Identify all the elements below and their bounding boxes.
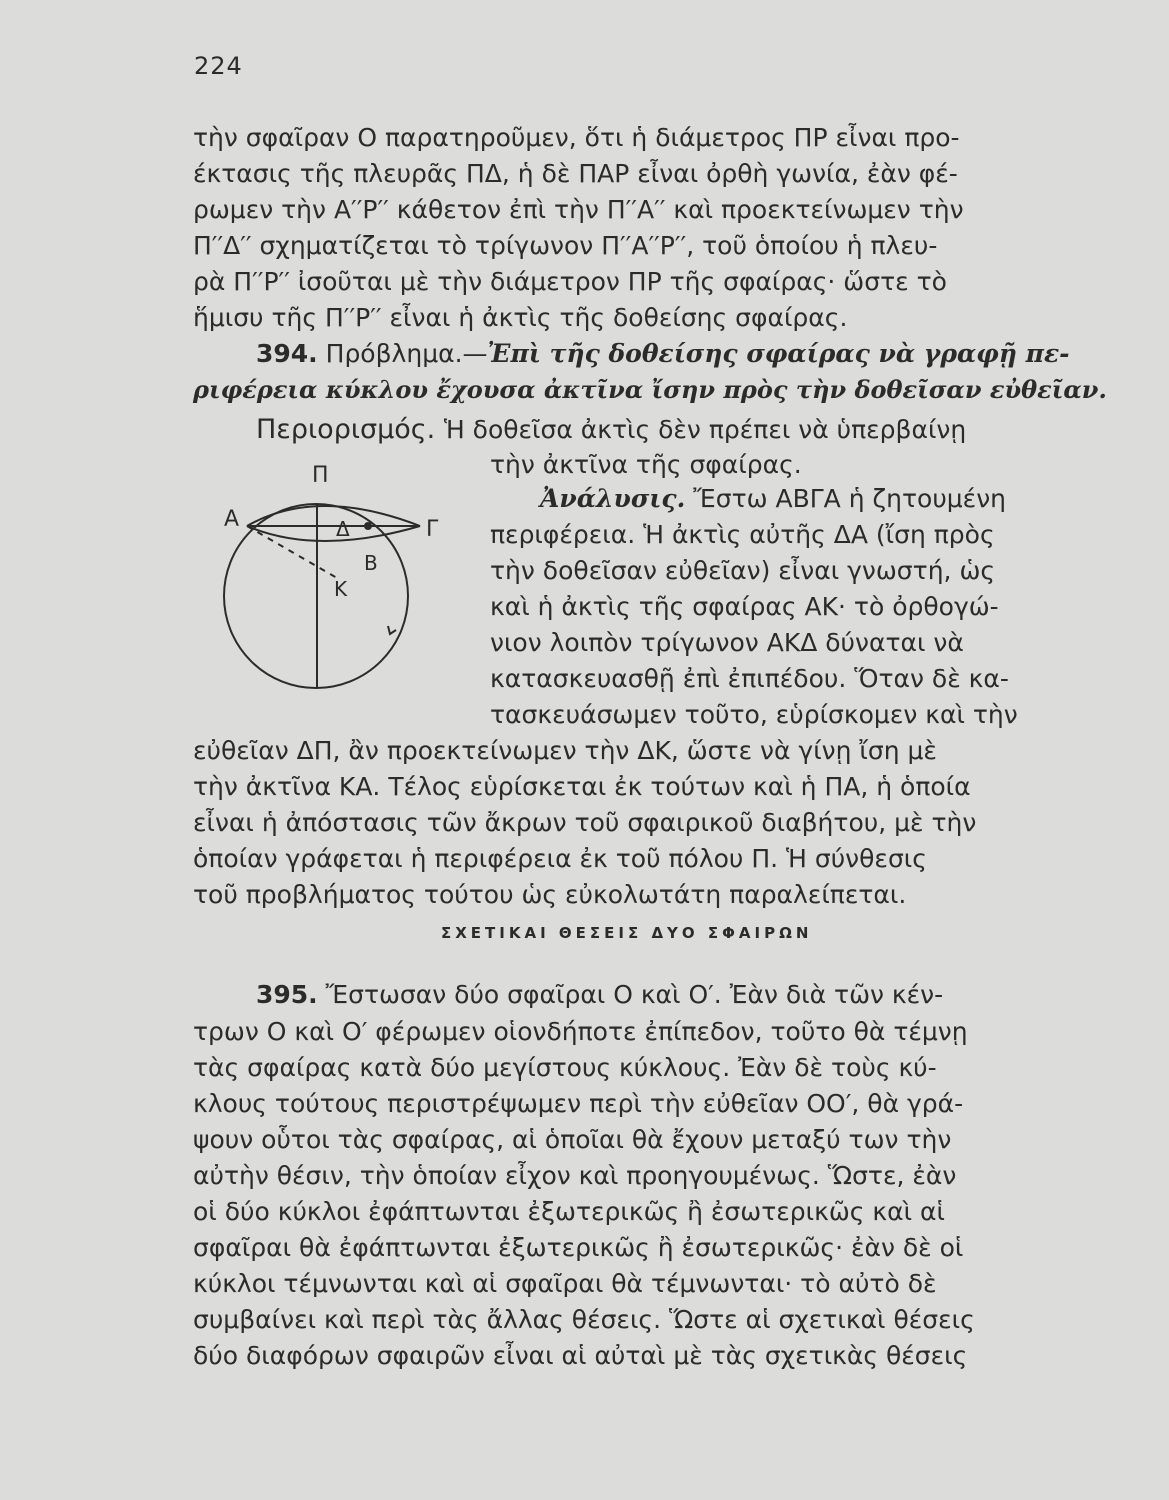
text-line: ρὰ Π′′Ρ′′ ἰσοῦται μὲ τὴν διάμετρον ΠΡ τῆς σφαίρας· ὥστε τὸ bbox=[193, 267, 947, 296]
problem-394-line-1 bbox=[256, 341, 1070, 366]
text-line: Π′′Δ′′ σχηματίζεται τὸ τρίγωνον Π′′Α′′Ρ′′, τοῦ ὁποίου ἡ πλευ- bbox=[193, 231, 938, 260]
small-circle-upper-arc bbox=[247, 506, 420, 526]
text-line: κατασκευασθῇ ἐπὶ ἐπιπέδου. Ὅταν δὲ κα- bbox=[490, 664, 1009, 693]
analysis-label: Ἀνάλυσις. bbox=[540, 484, 686, 513]
text-line: ψουν οὗτοι τὰς σφαίρας, αἱ ὁποῖαι θὰ ἔχουν μεταξύ των τὴν bbox=[193, 1125, 952, 1154]
section-heading: ΣΧΕΤΙΚΑΙ ΘΕΣΕΙΣ ΔΥΟ ΣΦΑΙΡΩΝ bbox=[441, 924, 813, 942]
text-line: συμβαίνει καὶ περὶ τὰς ἄλλας θέσεις. Ὥστε αἱ σχετικαὶ θέσεις bbox=[193, 1305, 975, 1334]
text-line: κύκλοι τέμνωνται καὶ αἱ σφαῖραι θὰ τέμνωνται· τὸ αὐτὸ δὲ bbox=[193, 1269, 937, 1298]
label-K: Κ bbox=[334, 577, 348, 601]
analysis-text: Ἔστω ΑΒΓΑ ἡ ζητουμένη bbox=[693, 484, 1007, 513]
text-line: αὐτὴν θέσιν, τὴν ὁποίαν εἶχον καὶ προηγουμένως. Ὥστε, ἐὰν bbox=[193, 1161, 957, 1190]
text-line: τὴν ἀκτῖνα ΚΑ. Τέλος εὑρίσκεται ἐκ τούτων καὶ ἡ ΠΑ, ἡ ὁποία bbox=[193, 772, 971, 801]
periorismos-line-1 bbox=[256, 416, 966, 443]
sphere-figure bbox=[220, 456, 480, 696]
text-line: τὴν σφαῖραν Ο παρατηροῦμεν, ὅτι ἡ διάμετρος ΠΡ εἶναι προ- bbox=[193, 123, 960, 152]
text-line: κλους τούτους περιστρέψωμεν περὶ τὴν εὐθεῖαν ΟΟ′, θὰ γρά- bbox=[193, 1089, 964, 1118]
text-line: τασκευάσωμεν τοῦτο, εὑρίσκομεν καὶ τὴν bbox=[490, 700, 1018, 729]
periorismos-text: Ἡ δοθεῖσα ἀκτὶς δὲν πρέπει νὰ ὑπερβαίνῃ bbox=[443, 415, 967, 444]
center-dot bbox=[364, 522, 372, 530]
paragraph-395-line-1 bbox=[256, 982, 943, 1007]
problem-number: 394. bbox=[256, 339, 318, 368]
periorismos-label: Περιορισμός. bbox=[256, 414, 436, 445]
label-A: Α bbox=[224, 507, 240, 532]
problem-label: Πρόβλημα.— bbox=[325, 339, 488, 368]
label-G: Γ bbox=[426, 517, 439, 542]
text-line: τὴν δοθεῖσαν εὐθεῖαν) εἶναι γνωστή, ὡς bbox=[490, 556, 996, 585]
label-D: Δ bbox=[336, 517, 350, 541]
arc-mark bbox=[388, 626, 396, 634]
text-line: τοῦ προβλήματος τούτου ὡς εὐκολωτάτη παραλείπεται. bbox=[193, 880, 907, 909]
text-line: καὶ ἡ ἀκτὶς τῆς σφαίρας ΑΚ· τὸ ὀρθογώ- bbox=[490, 592, 999, 621]
label-P: Π bbox=[312, 463, 329, 488]
analysis-line-1 bbox=[540, 486, 1006, 511]
text-line: σφαῖραι θὰ ἐφάπτωνται ἐξωτερικῶς ἢ ἐσωτερικῶς· ἐὰν δὲ οἱ bbox=[193, 1233, 964, 1262]
problem-394-line-2: ριφέρεια κύκλου ἔχουσα ἀκτῖνα ἴσην πρὸς τὴν δοθεῖσαν εὐθεῖαν. bbox=[193, 375, 1107, 404]
text-line: δύο διαφόρων σφαιρῶν εἶναι αἱ αὐταὶ μὲ τὰς σχετικὰς θέσεις bbox=[193, 1341, 968, 1370]
paragraph-first-line: Ἔστωσαν δύο σφαῖραι Ο καὶ Ο′. Ἐὰν διὰ τῶν κέν- bbox=[325, 980, 944, 1009]
text-line: εἶναι ἡ ἀπόστασις τῶν ἄκρων τοῦ σφαιρικοῦ διαβήτου, μὲ τὴν bbox=[193, 808, 977, 837]
text-line: οἱ δύο κύκλοι ἐφάπτωνται ἐξωτερικῶς ἢ ἐσωτερικῶς καὶ αἱ bbox=[193, 1197, 945, 1226]
text-line: εὐθεῖαν ΔΠ, ἂν προεκτείνωμεν τὴν ΔΚ, ὥστε νὰ γίνῃ ἴση μὲ bbox=[193, 736, 937, 765]
label-B: Β bbox=[364, 551, 378, 575]
text-line: ὁποίαν γράφεται ἡ περιφέρεια ἐκ τοῦ πόλου Π. Ἡ σύνθεσις bbox=[193, 844, 927, 873]
periorismos-line-2: τὴν ἀκτῖνα τῆς σφαίρας. bbox=[490, 450, 802, 479]
text-line: περιφέρεια. Ἡ ἀκτὶς αὐτῆς ΔΑ (ἴση πρὸς bbox=[490, 520, 995, 549]
text-line: ρωμεν τὴν Α′′Ρ′′ κάθετον ἐπὶ τὴν Π′′Α′′ καὶ προεκτείνωμεν τὴν bbox=[193, 195, 964, 224]
page-number: 224 bbox=[194, 52, 243, 80]
radius-line-AK bbox=[247, 526, 337, 578]
text-line: ἥμισυ τῆς Π′′Ρ′′ εἶναι ἡ ἀκτὶς τῆς δοθείσης σφαίρας. bbox=[193, 303, 848, 332]
paragraph-number: 395. bbox=[256, 980, 318, 1009]
text-line: τρων Ο καὶ Ο′ φέρωμεν οἱονδήποτε ἐπίπεδον, τοῦτο θὰ τέμνῃ bbox=[193, 1017, 968, 1046]
problem-statement: Ἐπὶ τῆς δοθείσης σφαίρας νὰ γραφῇ πε- bbox=[487, 339, 1070, 368]
small-circle-lower-arc bbox=[247, 526, 420, 541]
text-line: τὰς σφαίρας κατὰ δύο μεγίστους κύκλους. Ἐὰν δὲ τοὺς κύ- bbox=[193, 1053, 937, 1082]
text-line: έκτασις τῆς πλευρᾶς ΠΔ, ἡ δὲ ΠΑΡ εἶναι ὀρθὴ γωνία, ἐὰν φέ- bbox=[193, 159, 958, 188]
text-line: νιον λοιπὸν τρίγωνον ΑΚΔ δύναται νὰ bbox=[490, 628, 964, 657]
